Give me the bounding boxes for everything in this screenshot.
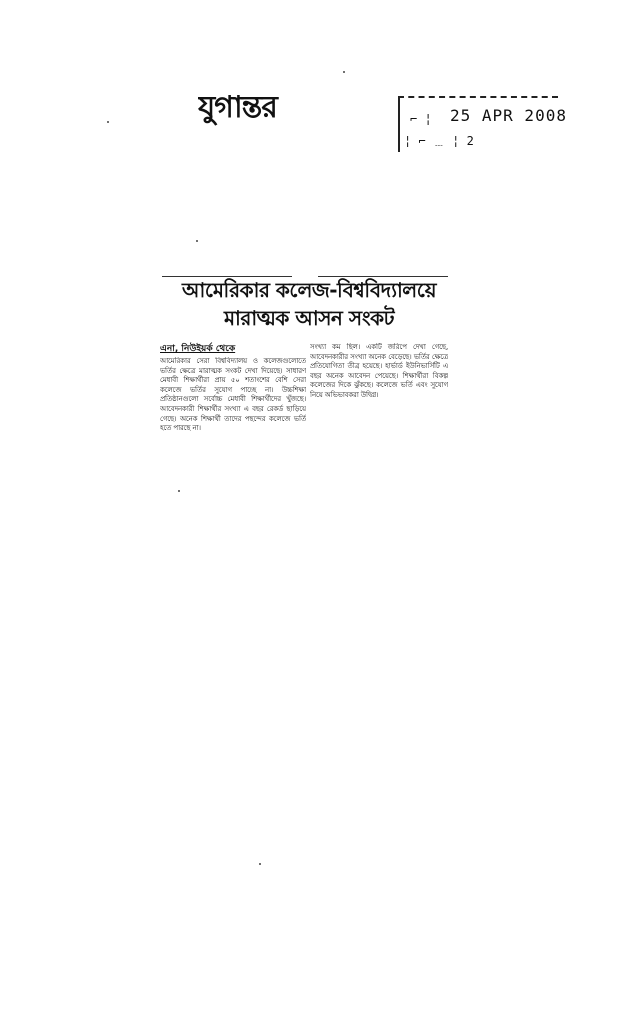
article-column-2: সংখ্যা কম ছিল। একটি জরিপে দেখা গেছে, আবেদনকারীর সংখ্যা অনেক বেড়েছে। ভর্তির ক্ষেত্রে প্রতিযোগিতা তীব্র হয়েছে। হার্ভার্ড ইউনিভার্সিটি এ বছর অনেক আবেদন পেয়েছে। শিক্ষার্থীরা বিকল্প কলেজের দিকে ঝুঁকছে। কলেজে ভর্তি এবং সুযোগ নিয়ে অভিভাবকরা উদ্বিগ্ন। <box>310 343 448 399</box>
headline-line-1: আমেরিকার কলেজ-বিশ্ববিদ্যালয়ে <box>181 278 437 302</box>
scan-speck <box>107 121 109 123</box>
scan-speck <box>196 240 198 242</box>
newspaper-masthead: যুগান্তর <box>198 90 277 125</box>
stamp-mark: ⌐ ¦ <box>410 112 432 126</box>
scan-speck <box>259 863 261 865</box>
stamp-date: 25 APR 2008 <box>450 106 567 125</box>
date-stamp <box>398 96 567 152</box>
scan-speck <box>343 71 345 73</box>
article-column-1: আমেরিকার সেরা বিশ্ববিদ্যালয় ও কলেজগুলোতে ভর্তির ক্ষেত্রে মারাত্মক সংকট দেখা দিয়েছে। সাধারণ মেধাবী শিক্ষার্থীরা প্রায় ৫০ শতাংশের বেশি সেরা কলেজে ভর্তির সুযোগ পাচ্ছে না। উচ্চশিক্ষা প্রতিষ্ঠানগুলো সর্বোচ্চ মেধাবী শিক্ষার্থীদের খুঁজছে। আবেদনকারী শিক্ষার্থীর সংখ্যা এ বছর রেকর্ড ছাড়িয়ে গেছে। অনেক শিক্ষার্থী তাদের পছন্দের কলেজে ভর্তি হতে পারছে না। <box>160 357 306 433</box>
article-byline: এনা, নিউইয়র্ক থেকে <box>160 344 236 354</box>
headline-line-2: মারাত্মক আসন সংকট <box>223 306 395 330</box>
article-headline <box>150 276 468 332</box>
stamp-mark-lower: ¦ ⌐ ﹍ ¦ 2 <box>404 134 474 148</box>
scan-speck <box>178 490 180 492</box>
